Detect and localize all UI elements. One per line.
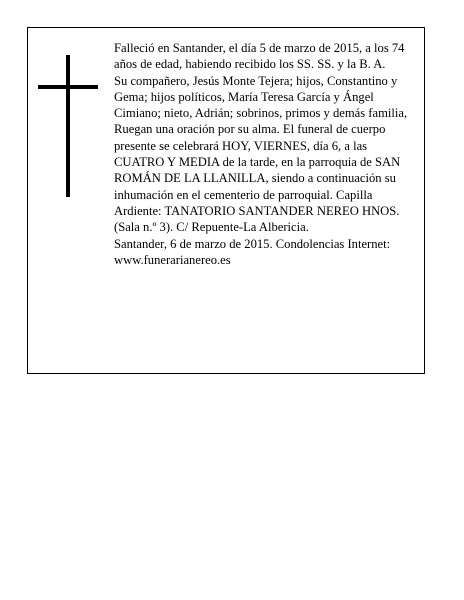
death-announcement: Falleció en Santander, el día 5 de marzo de 2015, a los 74 años de edad, habiendo recibido los SS. SS. y la B. A. bbox=[114, 41, 405, 72]
family-list: Su compañero, Jesús Monte Tejera; hijos, Constantino y Gema; hijos políticos, María Teresa García y Ángel Cimiano; nieto, Adrián; sobrinos, primos y demás familia, bbox=[114, 73, 408, 121]
cross-icon bbox=[38, 55, 98, 197]
notice-text bbox=[114, 40, 416, 268]
cross-horizontal-bar bbox=[38, 85, 98, 89]
funeral-details: Ruegan una oración por su alma. El funeral de cuerpo presente se celebrará HOY, VIERNES, día 6, a las CUATRO Y MEDIA de la tarde, en la parroquia de SAN ROMÁN DE LA LLANILLA, siendo a continuación su inhumación en el cementerio de parroquial. Capilla Ardiente: TANATORIO SANTANDER NEREO HNOS. (Sala n.º 3). C/ Repuente-La Albericia. bbox=[114, 122, 401, 235]
date-and-condolences: Santander, 6 de marzo de 2015. Condolencias Internet: www.funerarianereo.es bbox=[114, 236, 391, 267]
obituary-notice bbox=[27, 27, 425, 374]
cross-vertical-bar bbox=[66, 55, 70, 197]
